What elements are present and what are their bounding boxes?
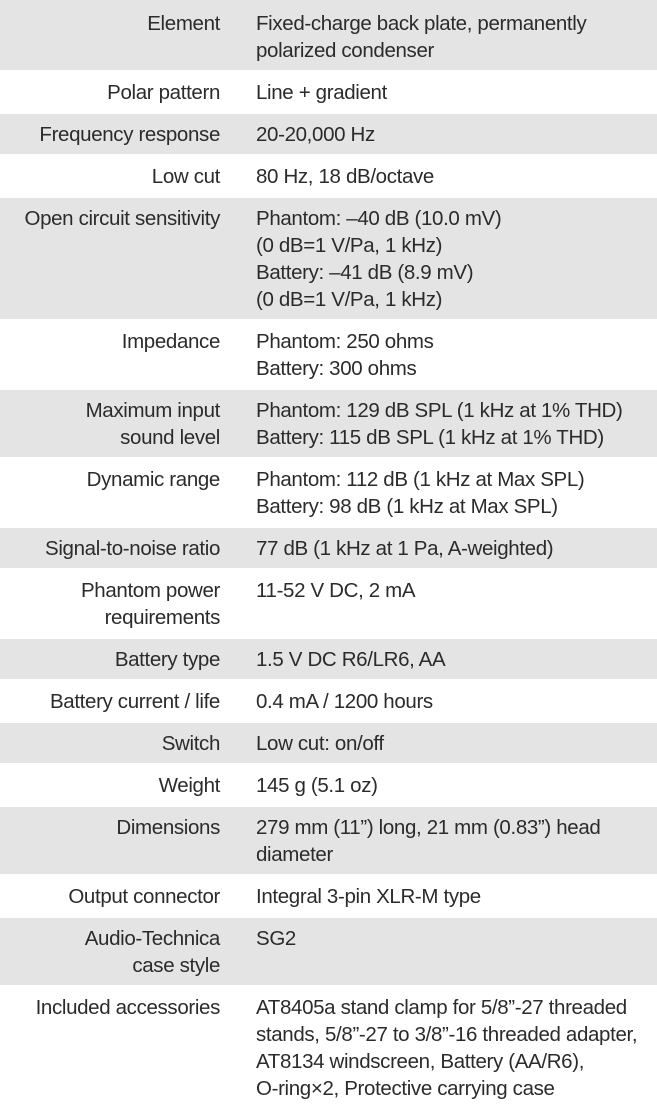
spec-value — [220, 994, 657, 1102]
spec-value-line: 1.5 V DC R6/LR6, AA — [256, 648, 446, 671]
spec-value-line: Integral 3-pin XLR-M type — [256, 885, 481, 908]
spec-label — [0, 577, 220, 631]
spec-row-dynamic-range — [0, 457, 657, 526]
spec-value-line: (0 dB=1 V/Pa, 1 kHz) — [256, 234, 443, 257]
spec-label-line: Element — [147, 12, 220, 35]
spec-value — [220, 577, 657, 631]
spec-label — [0, 883, 220, 910]
spec-value-line: polarized condenser — [256, 39, 434, 62]
spec-row-element — [0, 0, 657, 70]
spec-label — [0, 79, 220, 106]
spec-label — [0, 205, 220, 313]
spec-label — [0, 163, 220, 190]
spec-row-signal-to-noise-ratio — [0, 526, 657, 568]
spec-row-switch — [0, 721, 657, 763]
spec-label — [0, 994, 220, 1102]
spec-label — [0, 121, 220, 148]
spec-value-line: Battery: 115 dB SPL (1 kHz at 1% THD) — [256, 426, 604, 449]
spec-value-line: diameter — [256, 843, 333, 866]
spec-value-line: Phantom: 250 ohms — [256, 330, 434, 353]
spec-label-line: Maximum input — [85, 399, 220, 422]
spec-value — [220, 205, 657, 313]
spec-label — [0, 535, 220, 562]
spec-value — [220, 772, 657, 799]
spec-label-line: Frequency response — [39, 123, 220, 146]
spec-label-line: Impedance — [121, 330, 220, 353]
spec-value — [220, 646, 657, 673]
spec-label-line: Audio-Technica — [84, 927, 220, 950]
spec-label — [0, 814, 220, 868]
spec-label-line: Polar pattern — [107, 81, 220, 104]
spec-value-line: Fixed-charge back plate, permanently — [256, 12, 587, 35]
spec-value — [220, 121, 657, 148]
spec-value — [220, 466, 657, 520]
spec-label-line: Included accessories — [35, 996, 220, 1019]
spec-value-line: Phantom: –40 dB (10.0 mV) — [256, 207, 502, 230]
spec-value — [220, 814, 657, 868]
spec-value — [220, 730, 657, 757]
spec-label-line: Phantom power — [80, 579, 220, 602]
spec-value — [220, 397, 657, 451]
spec-row-included-accessories — [0, 985, 657, 1108]
spec-label-line: Dynamic range — [86, 468, 220, 491]
spec-row-polar-pattern — [0, 70, 657, 112]
spec-row-maximum-input-sound-level — [0, 388, 657, 457]
spec-label — [0, 10, 220, 64]
spec-value-line: Low cut: on/off — [256, 732, 384, 755]
spec-label — [0, 328, 220, 382]
spec-label-line: Battery current / life — [49, 690, 220, 713]
spec-value-line: O-ring×2, Protective carrying case — [256, 1077, 555, 1100]
spec-row-impedance — [0, 319, 657, 388]
spec-value-line: 11-52 V DC, 2 mA — [256, 579, 416, 602]
spec-label — [0, 397, 220, 451]
spec-value-line: 77 dB (1 kHz at 1 Pa, A-weighted) — [256, 537, 554, 560]
spec-value-line: Phantom: 112 dB (1 kHz at Max SPL) — [256, 468, 585, 491]
spec-label-line: Battery type — [114, 648, 220, 671]
spec-value-line: stands, 5/8”-27 to 3/8”-16 threaded adapter, — [256, 1023, 638, 1046]
spec-row-case-style — [0, 916, 657, 985]
spec-row-phantom-power-requirements — [0, 568, 657, 637]
spec-value — [220, 79, 657, 106]
spec-label-line: Output connector — [68, 885, 220, 908]
spec-row-low-cut — [0, 154, 657, 196]
spec-value-line: Battery: 98 dB (1 kHz at Max SPL) — [256, 495, 558, 518]
spec-row-frequency-response — [0, 112, 657, 154]
spec-value-line: Line + gradient — [256, 81, 387, 104]
spec-value-line: Battery: 300 ohms — [256, 357, 417, 380]
spec-row-output-connector — [0, 874, 657, 916]
spec-value — [220, 688, 657, 715]
spec-value-line: 20-20,000 Hz — [256, 123, 375, 146]
spec-label-line: Weight — [158, 774, 220, 797]
spec-row-open-circuit-sensitivity — [0, 196, 657, 319]
spec-label — [0, 646, 220, 673]
spec-value — [220, 925, 657, 979]
spec-value-line: Phantom: 129 dB SPL (1 kHz at 1% THD) — [256, 399, 623, 422]
spec-label-line: Signal-to-noise ratio — [45, 537, 220, 560]
spec-label — [0, 925, 220, 979]
spec-value-line: 145 g (5.1 oz) — [256, 774, 378, 797]
spec-value-line: SG2 — [256, 927, 296, 950]
spec-label-line: Open circuit sensitivity — [24, 207, 220, 230]
spec-row-battery-current-life — [0, 679, 657, 721]
spec-label — [0, 730, 220, 757]
spec-label — [0, 688, 220, 715]
spec-value-line: Battery: –41 dB (8.9 mV) — [256, 261, 474, 284]
spec-value — [220, 328, 657, 382]
spec-label-line: sound level — [120, 426, 220, 449]
spec-value-line: 279 mm (11”) long, 21 mm (0.83”) head — [256, 816, 601, 839]
spec-label-line: case style — [132, 954, 220, 977]
spec-value-line: 0.4 mA / 1200 hours — [256, 690, 433, 713]
spec-value — [220, 883, 657, 910]
spec-row-battery-type — [0, 637, 657, 679]
spec-value-line: 80 Hz, 18 dB/octave — [256, 165, 434, 188]
spec-value-line: AT8405a stand clamp for 5/8”-27 threaded — [256, 996, 627, 1019]
spec-label-line: Switch — [161, 732, 220, 755]
spec-label-line: requirements — [104, 606, 220, 629]
spec-label-line: Low cut — [151, 165, 220, 188]
spec-value — [220, 535, 657, 562]
spec-label — [0, 466, 220, 520]
spec-label-line: Dimensions — [116, 816, 220, 839]
spec-row-weight — [0, 763, 657, 805]
spec-row-dimensions — [0, 805, 657, 874]
spec-value — [220, 10, 657, 64]
spec-value — [220, 163, 657, 190]
spec-value-line: AT8134 windscreen, Battery (AA/R6), — [256, 1050, 585, 1073]
spec-value-line: (0 dB=1 V/Pa, 1 kHz) — [256, 288, 443, 311]
spec-label — [0, 772, 220, 799]
